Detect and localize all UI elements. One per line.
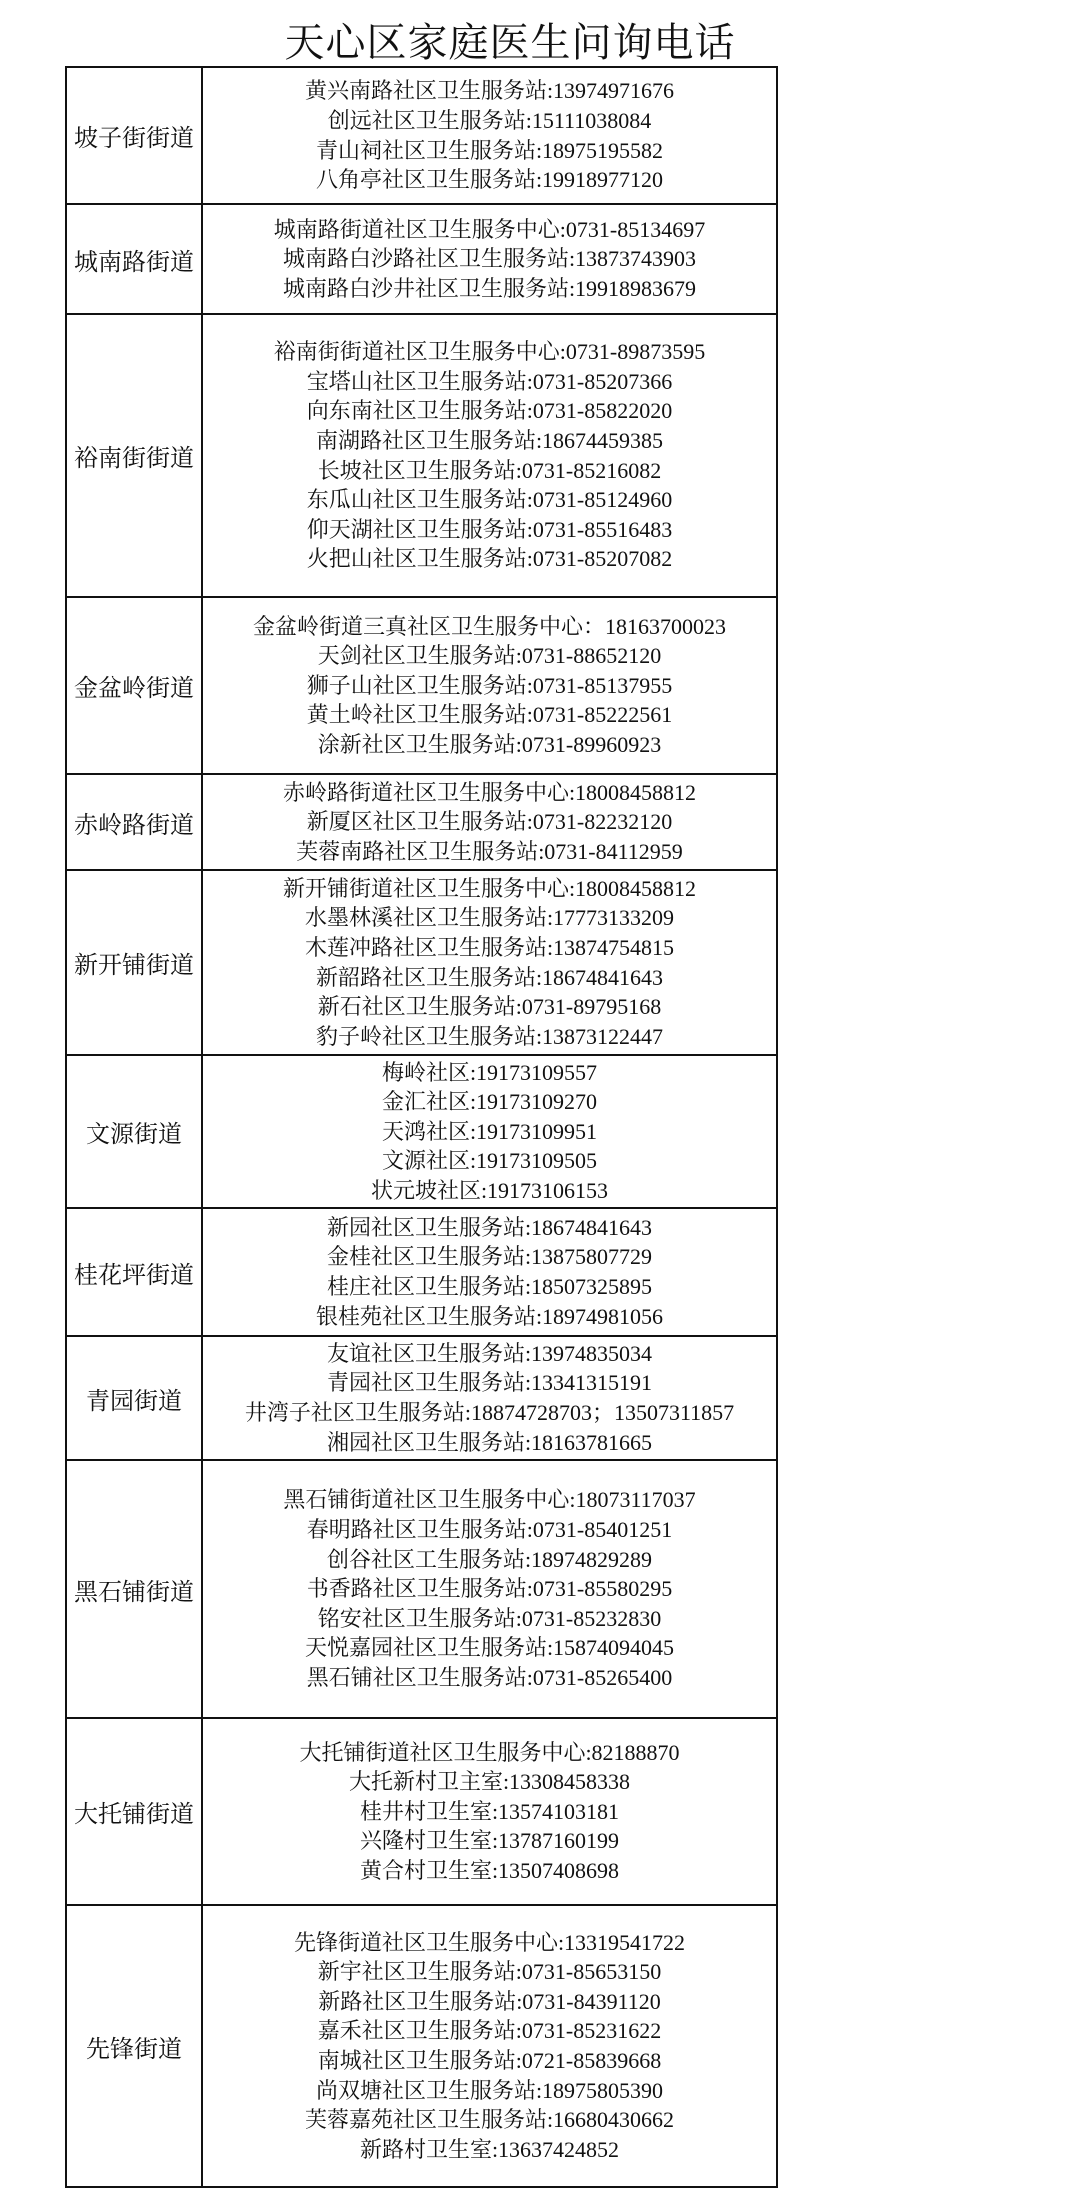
service-station-list [203, 205, 776, 313]
service-station-entry: 向东南社区卫生服务站:0731-85822020 [306, 398, 673, 424]
service-station-entry: 长坡社区卫生服务站:0731-85216082 [317, 457, 662, 483]
service-station-list [203, 1461, 776, 1717]
street-name: 文源街道 [67, 1056, 203, 1207]
service-station-entry: 狮子山社区卫生服务站:0731-85137955 [306, 672, 673, 698]
service-station-entry: 大托铺街道社区卫生服务中心:82188870 [299, 1739, 680, 1765]
service-station-list [203, 1906, 776, 2186]
service-station-entry: 天剑社区卫生服务站:0731-88652120 [317, 643, 662, 669]
table-row [67, 68, 776, 203]
street-name: 坡子街街道 [67, 68, 203, 203]
street-name: 桂花坪街道 [67, 1209, 203, 1335]
service-station-entry: 新路社区卫生服务站:0731-84391120 [318, 1988, 661, 2014]
street-name: 黑石铺街道 [67, 1461, 203, 1717]
phone-directory-table [65, 66, 778, 2188]
table-row [67, 1717, 776, 1904]
service-station-entry: 桂庄社区卫生服务站:18507325895 [326, 1274, 653, 1299]
table-row [67, 1335, 776, 1459]
table-row [67, 773, 776, 869]
service-station-list [203, 1719, 776, 1904]
service-station-list [203, 775, 776, 869]
service-station-entry: 黄合村卫生室:13507408698 [359, 1857, 620, 1883]
service-station-entry: 新石社区卫生服务站:0731-89795168 [317, 994, 662, 1020]
service-station-entry: 金汇社区:19173109270 [381, 1089, 598, 1115]
service-station-entry: 新宇社区卫生服务站:0731-85653150 [317, 1959, 662, 1985]
service-station-entry: 南城社区卫生服务站:0721-85839668 [317, 2048, 662, 2073]
service-station-entry: 金桂社区卫生服务站:13875807729 [326, 1244, 653, 1270]
service-station-entry: 宝塔山社区卫生服务站:0731-85207366 [306, 368, 673, 394]
service-station-entry: 新韶路社区卫生服务站:18674841643 [315, 964, 664, 990]
service-station-entry: 新厦区社区卫生服务站:0731-82232120 [306, 809, 673, 835]
page-title: 天心区家庭医生问询电话 [284, 20, 736, 66]
service-station-list [203, 1337, 776, 1459]
service-station-entry: 嘉禾社区卫生服务站:0731-85231622 [317, 2018, 662, 2044]
table-row [67, 1904, 776, 2186]
service-station-entry: 黑石铺街道社区卫生服务中心:18073117037 [283, 1487, 696, 1513]
street-name: 裕南街街道 [67, 315, 203, 596]
service-station-entry: 文源社区:19173109505 [381, 1148, 598, 1174]
service-station-entry: 东瓜山社区卫生服务站:0731-85124960 [306, 487, 673, 513]
table-row [67, 1459, 776, 1717]
service-station-entry: 木莲冲路社区卫生服务站:13874754815 [304, 934, 675, 960]
service-station-entry: 青园社区卫生服务站:13341315191 [326, 1370, 653, 1396]
service-station-entry: 铭安社区卫生服务站:0731-85232830 [317, 1605, 662, 1631]
service-station-entry: 涂新社区卫生服务站:0731-89960923 [317, 731, 662, 757]
service-station-entry: 金盆岭街道三真社区卫生服务中心：18163700023 [252, 613, 726, 639]
street-name: 青园街道 [67, 1337, 203, 1459]
service-station-entry: 书香路社区卫生服务站:0731-85580295 [306, 1576, 673, 1602]
service-station-entry: 新开铺街道社区卫生服务中心:18008458812 [282, 875, 697, 901]
service-station-list [203, 68, 776, 203]
service-station-list [203, 871, 776, 1054]
service-station-entry: 黑石铺社区卫生服务站:0731-85265400 [306, 1664, 673, 1690]
service-station-entry: 井湾子社区卫生服务站:18874728703；13507311857 [244, 1400, 735, 1425]
service-station-entry: 火把山社区卫生服务站:0731-85207082 [306, 546, 673, 572]
service-station-list [203, 315, 776, 596]
service-station-entry: 尚双塘社区卫生服务站:18975805390 [315, 2077, 664, 2103]
service-station-entry: 黄兴南路社区卫生服务站:13974971676 [304, 78, 675, 104]
service-station-entry: 大托新村卫主室:13308458338 [348, 1769, 631, 1795]
service-station-entry: 先锋街道社区卫生服务中心:13319541722 [293, 1929, 686, 1955]
street-name: 大托铺街道 [67, 1719, 203, 1904]
service-station-entry: 兴隆村卫生室:13787160199 [359, 1828, 620, 1854]
service-station-entry: 桂井村卫生室:13574103181 [359, 1798, 620, 1824]
service-station-list [203, 1056, 776, 1207]
service-station-entry: 芙蓉嘉苑社区卫生服务站:16680430662 [304, 2107, 675, 2133]
service-station-entry: 赤岭路街道社区卫生服务中心:18008458812 [282, 779, 697, 805]
service-station-list [203, 598, 776, 773]
table-row [67, 596, 776, 773]
service-station-list [203, 1209, 776, 1335]
service-station-entry: 城南路白沙路社区卫生服务站:13873743903 [282, 246, 697, 272]
service-station-entry: 银桂苑社区卫生服务站:18974981056 [315, 1303, 664, 1329]
street-name: 城南路街道 [67, 205, 203, 313]
street-name: 先锋街道 [67, 1906, 203, 2186]
table-row [67, 203, 776, 313]
street-name: 新开铺街道 [67, 871, 203, 1054]
service-station-entry: 八角亭社区卫生服务站:19918977120 [315, 167, 664, 193]
service-station-entry: 状元坡社区:19173106153 [370, 1177, 609, 1203]
service-station-entry: 南湖路社区卫生服务站:18674459385 [315, 427, 664, 453]
service-station-entry: 创远社区卫生服务站:15111038084 [327, 107, 652, 133]
service-station-entry: 天鸿社区:19173109951 [381, 1118, 598, 1144]
service-station-entry: 春明路社区卫生服务站:0731-85401251 [306, 1517, 673, 1543]
table-row [67, 1207, 776, 1335]
service-station-entry: 黄土岭社区卫生服务站:0731-85222561 [306, 702, 673, 728]
service-station-entry: 水墨林溪社区卫生服务站:17773133209 [304, 905, 675, 931]
service-station-entry: 裕南街街道社区卫生服务中心:0731-89873595 [273, 339, 706, 365]
service-station-entry: 仰天湖社区卫生服务站:0731-85516483 [306, 516, 673, 542]
service-station-entry: 城南路街道社区卫生服务中心:0731-85134697 [273, 216, 706, 242]
service-station-entry: 青山祠社区卫生服务站:18975195582 [315, 137, 664, 163]
service-station-entry: 豹子岭社区卫生服务站:13873122447 [315, 1023, 664, 1049]
table-row [67, 313, 776, 596]
table-row [67, 869, 776, 1054]
service-station-entry: 天悦嘉园社区卫生服务站:15874094045 [304, 1635, 675, 1661]
service-station-entry: 城南路白沙井社区卫生服务站:19918983679 [282, 275, 697, 301]
street-name: 赤岭路街道 [67, 775, 203, 869]
service-station-entry: 新园社区卫生服务站:18674841643 [326, 1214, 653, 1240]
service-station-entry: 芙蓉南路社区卫生服务站:0731-84112959 [296, 838, 683, 864]
service-station-entry: 湘园社区卫生服务站:18163781665 [326, 1429, 653, 1455]
service-station-entry: 友谊社区卫生服务站:13974835034 [326, 1340, 653, 1366]
service-station-entry: 新路村卫生室:13637424852 [359, 2136, 620, 2162]
service-station-entry: 梅岭社区:19173109557 [381, 1059, 598, 1085]
street-name: 金盆岭街道 [67, 598, 203, 773]
table-row [67, 1054, 776, 1207]
service-station-entry: 创谷社区工生服务站:18974829289 [326, 1546, 653, 1572]
